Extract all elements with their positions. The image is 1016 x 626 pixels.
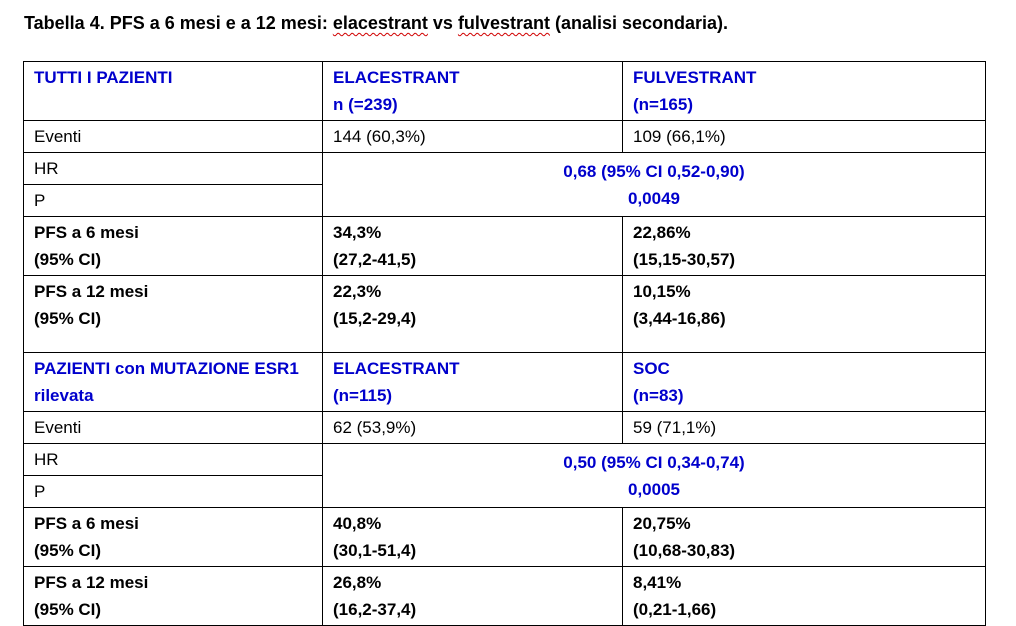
table-row [24, 276, 986, 353]
caption-fulvestrant: fulvestrant [457, 13, 550, 33]
table-caption [24, 13, 728, 34]
section2-pfs6-elacestrant: 40,8% (30,1-51,4) [323, 508, 623, 567]
section1-hr-label: HR [24, 153, 323, 185]
caption-prefix: Tabella 4. PFS a 6 mesi e a 12 mesi: [24, 13, 333, 33]
section1-pfs6-elacestrant: 34,3% (27,2-41,5) [323, 217, 623, 276]
section1-header-label: TUTTI I PAZIENTI [24, 62, 323, 121]
table-row [24, 217, 986, 276]
table-row [24, 62, 986, 121]
section2-pfs6-soc: 20,75% (10,68-30,83) [623, 508, 986, 567]
section1-eventi-label: Eventi [24, 121, 323, 153]
pfs-table [23, 61, 986, 626]
table-row [24, 567, 986, 626]
section2-header-soc: SOC (n=83) [623, 353, 986, 412]
table-row [24, 508, 986, 567]
section1-pfs12-fulvestrant: 10,15% (3,44-16,86) [623, 276, 986, 353]
section2-eventi-soc: 59 (71,1%) [623, 412, 986, 444]
section1-eventi-fulvestrant: 109 (66,1%) [623, 121, 986, 153]
section2-hr-p-value: 0,50 (95% CI 0,34-0,74) 0,0005 [323, 444, 986, 508]
section2-hr-label: HR [24, 444, 323, 476]
section2-pfs12-label: PFS a 12 mesi (95% CI) [24, 567, 323, 626]
caption-vs: vs [427, 13, 458, 33]
section2-header-label: PAZIENTI con MUTAZIONE ESR1 rilevata [24, 353, 323, 412]
section1-eventi-elacestrant: 144 (60,3%) [323, 121, 623, 153]
section1-pfs12-elacestrant: 22,3% (15,2-29,4) [323, 276, 623, 353]
section1-header-elacestrant: ELACESTRANT n (=239) [323, 62, 623, 121]
section1-p-label: P [24, 185, 323, 217]
caption-suffix: (analisi secondaria). [549, 13, 729, 33]
section1-hr-p-value: 0,68 (95% CI 0,52-0,90) 0,0049 [323, 153, 986, 217]
table-row [24, 121, 986, 153]
section2-p-label: P [24, 476, 323, 508]
table-row [24, 412, 986, 444]
section2-pfs12-elacestrant: 26,8% (16,2-37,4) [323, 567, 623, 626]
section2-eventi-label: Eventi [24, 412, 323, 444]
caption-elacestrant: elacestrant [332, 13, 428, 33]
table-row [24, 153, 986, 185]
section2-eventi-elacestrant: 62 (53,9%) [323, 412, 623, 444]
section2-pfs6-label: PFS a 6 mesi (95% CI) [24, 508, 323, 567]
section1-pfs6-label: PFS a 6 mesi (95% CI) [24, 217, 323, 276]
section2-header-elacestrant: ELACESTRANT (n=115) [323, 353, 623, 412]
table-row [24, 444, 986, 476]
table-row [24, 353, 986, 412]
section2-pfs12-soc: 8,41% (0,21-1,66) [623, 567, 986, 626]
section1-header-fulvestrant: FULVESTRANT (n=165) [623, 62, 986, 121]
section1-pfs6-fulvestrant: 22,86% (15,15-30,57) [623, 217, 986, 276]
section1-pfs12-label: PFS a 12 mesi (95% CI) [24, 276, 323, 353]
